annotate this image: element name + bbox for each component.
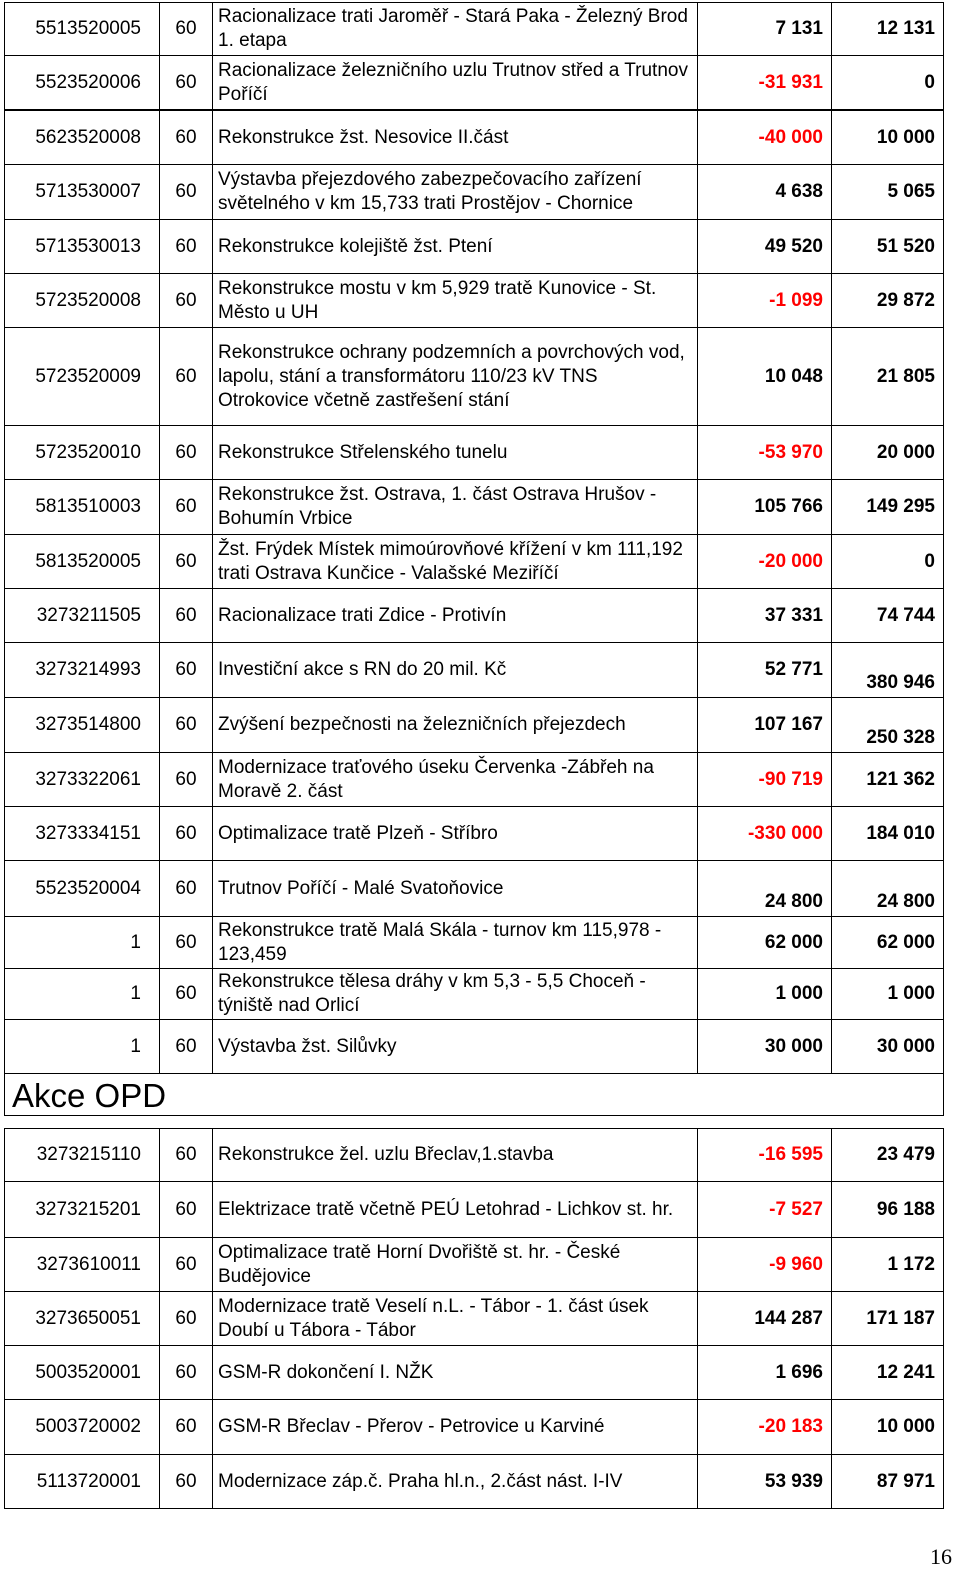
row-number: 60 xyxy=(159,807,212,860)
row-number: 60 xyxy=(159,969,212,1019)
row-value-1: 144 287 xyxy=(697,1292,831,1345)
row-value-1: -330 000 xyxy=(697,807,831,860)
row-value-2: 5 065 xyxy=(831,165,944,219)
row-name: Modernizace traťového úseku Červenka -Zábřeh na Moravě 2. část xyxy=(212,753,697,806)
row-value-2: 10 000 xyxy=(831,111,944,164)
row-name: Racionalizace trati Zdice - Protivín xyxy=(212,589,697,642)
row-number: 60 xyxy=(159,1020,212,1073)
row-number: 60 xyxy=(159,165,212,219)
row-value-2: 184 010 xyxy=(831,807,944,860)
row-value-2: 51 520 xyxy=(831,220,944,273)
table-row xyxy=(4,1182,944,1237)
row-number: 60 xyxy=(159,917,212,968)
row-value-2: 1 000 xyxy=(831,969,944,1019)
table-row xyxy=(4,1128,944,1182)
row-number: 60 xyxy=(159,861,212,916)
row-name: Optimalizace tratě Plzeň - Stříbro xyxy=(212,807,697,860)
row-value-1: 107 167 xyxy=(697,698,831,752)
row-name: Zvýšení bezpečnosti na železničních přejezdech xyxy=(212,698,697,752)
row-value-2: 0 xyxy=(831,535,944,588)
row-code: 5713530007 xyxy=(4,165,159,219)
row-name: Výstavba žst. Silůvky xyxy=(212,1020,697,1073)
table-row xyxy=(4,480,944,534)
row-value-2: 380 946 xyxy=(831,643,944,697)
row-number: 60 xyxy=(159,480,212,534)
row-code: 5813510003 xyxy=(4,480,159,534)
row-code: 5813520005 xyxy=(4,535,159,588)
table-row xyxy=(4,1346,944,1400)
row-value-2: 24 800 xyxy=(831,861,944,916)
table-row xyxy=(4,55,944,110)
row-value-1: -53 970 xyxy=(697,426,831,479)
row-value-2: 12 131 xyxy=(831,3,944,55)
row-value-1: 53 939 xyxy=(697,1455,831,1508)
table-row xyxy=(4,916,944,968)
row-value-2: 30 000 xyxy=(831,1020,944,1073)
row-code: 5713530013 xyxy=(4,220,159,273)
row-value-2: 171 187 xyxy=(831,1292,944,1345)
row-value-2: 250 328 xyxy=(831,698,944,752)
row-name: Výstavba přejezdového zabezpečovacího zařízení světelného v km 15,733 trati Prostějov - Chornice xyxy=(212,165,697,219)
row-value-2: 21 805 xyxy=(831,328,944,425)
row-number: 60 xyxy=(159,1455,212,1508)
row-name: Modernizace tratě Veselí n.L. - Tábor - 1. část úsek Doubí u Tábora - Tábor xyxy=(212,1292,697,1345)
table-row xyxy=(4,274,944,327)
row-value-1: 1 000 xyxy=(697,969,831,1019)
table-row xyxy=(4,861,944,916)
row-value-2: 149 295 xyxy=(831,480,944,534)
row-name: Rekonstrukce mostu v km 5,929 tratě Kunovice - St. Město u UH xyxy=(212,274,697,327)
table-row xyxy=(4,968,944,1020)
table-row xyxy=(4,534,944,589)
table-row xyxy=(4,426,944,480)
row-code: 5523520006 xyxy=(4,56,159,109)
row-name: Optimalizace tratě Horní Dvořiště st. hr. - České Budějovice xyxy=(212,1238,697,1291)
row-value-2: 62 000 xyxy=(831,917,944,968)
row-code: 5623520008 xyxy=(4,111,159,164)
row-number: 60 xyxy=(159,1129,212,1181)
row-number: 60 xyxy=(159,426,212,479)
row-name: Elektrizace tratě včetně PEÚ Letohrad - Lichkov st. hr. xyxy=(212,1182,697,1237)
row-number: 60 xyxy=(159,1346,212,1399)
row-value-1: 1 696 xyxy=(697,1346,831,1399)
section-header xyxy=(4,1074,944,1116)
budget-table xyxy=(4,2,944,1509)
row-value-1: 4 638 xyxy=(697,165,831,219)
row-number: 60 xyxy=(159,1400,212,1454)
table-row xyxy=(4,1020,944,1074)
row-value-1: 49 520 xyxy=(697,220,831,273)
row-name: Rekonstrukce ochrany podzemních a povrchových vod, lapolu, stání a transformátoru 110/23 kV TNS Otrokovice včetně zastřešení stání xyxy=(212,328,697,425)
row-code: 5003520001 xyxy=(4,1346,159,1399)
row-code: 3273514800 xyxy=(4,698,159,752)
row-value-1: 10 048 xyxy=(697,328,831,425)
table-row xyxy=(4,2,944,55)
table-row xyxy=(4,1400,944,1455)
row-number: 60 xyxy=(159,589,212,642)
table-row xyxy=(4,165,944,220)
row-number: 60 xyxy=(159,535,212,588)
row-code: 5523520004 xyxy=(4,861,159,916)
row-name: Racionalizace železničního uzlu Trutnov střed a Trutnov Poříčí xyxy=(212,56,697,109)
table-row xyxy=(4,1291,944,1346)
row-code: 3273215201 xyxy=(4,1182,159,1237)
row-value-2: 1 172 xyxy=(831,1238,944,1291)
row-code: 3273334151 xyxy=(4,807,159,860)
row-code: 5513520005 xyxy=(4,3,159,55)
row-number: 60 xyxy=(159,3,212,55)
row-code: 5723520010 xyxy=(4,426,159,479)
row-code: 3273650051 xyxy=(4,1292,159,1345)
row-name: Racionalizace trati Jaroměř - Stará Paka - Železný Brod 1. etapa xyxy=(212,3,697,55)
row-number: 60 xyxy=(159,753,212,806)
table-row xyxy=(4,752,944,807)
row-number: 60 xyxy=(159,56,212,109)
row-value-1: 52 771 xyxy=(697,643,831,697)
table-row xyxy=(4,220,944,274)
row-value-1: -16 595 xyxy=(697,1129,831,1181)
row-name: Rekonstrukce tratě Malá Skála - turnov km 115,978 - 123,459 xyxy=(212,917,697,968)
row-value-1: -20 000 xyxy=(697,535,831,588)
row-code: 5003720002 xyxy=(4,1400,159,1454)
row-name: Žst. Frýdek Místek mimoúrovňové křížení v km 111,192 trati Ostrava Kunčice - Valašské Meziříčí xyxy=(212,535,697,588)
row-number: 60 xyxy=(159,1238,212,1291)
row-value-1: 62 000 xyxy=(697,917,831,968)
table-row xyxy=(4,1237,944,1291)
row-name: Rekonstrukce žst. Ostrava, 1. část Ostrava Hrušov - Bohumín Vrbice xyxy=(212,480,697,534)
row-name: Rekonstrukce žel. uzlu Břeclav,1.stavba xyxy=(212,1129,697,1181)
row-code: 3273211505 xyxy=(4,589,159,642)
row-number: 60 xyxy=(159,698,212,752)
row-number: 60 xyxy=(159,220,212,273)
row-name: Rekonstrukce tělesa dráhy v km 5,3 - 5,5 Choceň - týniště nad Orlicí xyxy=(212,969,697,1019)
row-value-1: 30 000 xyxy=(697,1020,831,1073)
row-name: Rekonstrukce kolejiště žst. Ptení xyxy=(212,220,697,273)
row-name: GSM-R dokončení I. NŽK xyxy=(212,1346,697,1399)
row-code: 1 xyxy=(4,1020,159,1073)
row-value-2: 121 362 xyxy=(831,753,944,806)
row-number: 60 xyxy=(159,1292,212,1345)
row-value-1: -9 960 xyxy=(697,1238,831,1291)
row-number: 60 xyxy=(159,643,212,697)
row-name: Investiční akce s RN do 20 mil. Kč xyxy=(212,643,697,697)
row-name: Trutnov Poříčí - Malé Svatoňovice xyxy=(212,861,697,916)
row-value-1: -40 000 xyxy=(697,111,831,164)
row-value-2: 96 188 xyxy=(831,1182,944,1237)
row-value-2: 87 971 xyxy=(831,1455,944,1508)
row-code: 5113720001 xyxy=(4,1455,159,1508)
row-value-2: 74 744 xyxy=(831,589,944,642)
row-number: 60 xyxy=(159,1182,212,1237)
row-code: 1 xyxy=(4,917,159,968)
row-value-1: -7 527 xyxy=(697,1182,831,1237)
row-value-2: 20 000 xyxy=(831,426,944,479)
table-row xyxy=(4,698,944,752)
row-value-1: 105 766 xyxy=(697,480,831,534)
row-code: 3273610011 xyxy=(4,1238,159,1291)
section-title: Akce OPD xyxy=(12,1077,167,1114)
row-name: Rekonstrukce Střelenského tunelu xyxy=(212,426,697,479)
row-value-2: 0 xyxy=(831,56,944,109)
row-value-2: 23 479 xyxy=(831,1129,944,1181)
row-value-1: 7 131 xyxy=(697,3,831,55)
row-number: 60 xyxy=(159,111,212,164)
row-value-2: 12 241 xyxy=(831,1346,944,1399)
table-row xyxy=(4,327,944,426)
row-value-2: 29 872 xyxy=(831,274,944,327)
row-value-1: -20 183 xyxy=(697,1400,831,1454)
row-value-1: -1 099 xyxy=(697,274,831,327)
row-name: GSM-R Břeclav - Přerov - Petrovice u Karviné xyxy=(212,1400,697,1454)
row-value-1: 37 331 xyxy=(697,589,831,642)
row-value-2: 10 000 xyxy=(831,1400,944,1454)
table-row xyxy=(4,807,944,861)
row-value-1: -31 931 xyxy=(697,56,831,109)
table-row xyxy=(4,589,944,643)
table-row xyxy=(4,1455,944,1509)
row-code: 1 xyxy=(4,969,159,1019)
row-code: 5723520008 xyxy=(4,274,159,327)
page-number: 16 xyxy=(930,1544,952,1569)
row-number: 60 xyxy=(159,274,212,327)
row-number: 60 xyxy=(159,328,212,425)
row-name: Modernizace záp.č. Praha hl.n., 2.část nást. I-IV xyxy=(212,1455,697,1508)
row-value-1: 24 800 xyxy=(697,861,831,916)
row-code: 5723520009 xyxy=(4,328,159,425)
row-name: Rekonstrukce žst. Nesovice II.část xyxy=(212,111,697,164)
table-row xyxy=(4,643,944,698)
row-code: 3273215110 xyxy=(4,1129,159,1181)
table-row xyxy=(4,111,944,165)
row-code: 3273214993 xyxy=(4,643,159,697)
row-value-1: -90 719 xyxy=(697,753,831,806)
row-code: 3273322061 xyxy=(4,753,159,806)
